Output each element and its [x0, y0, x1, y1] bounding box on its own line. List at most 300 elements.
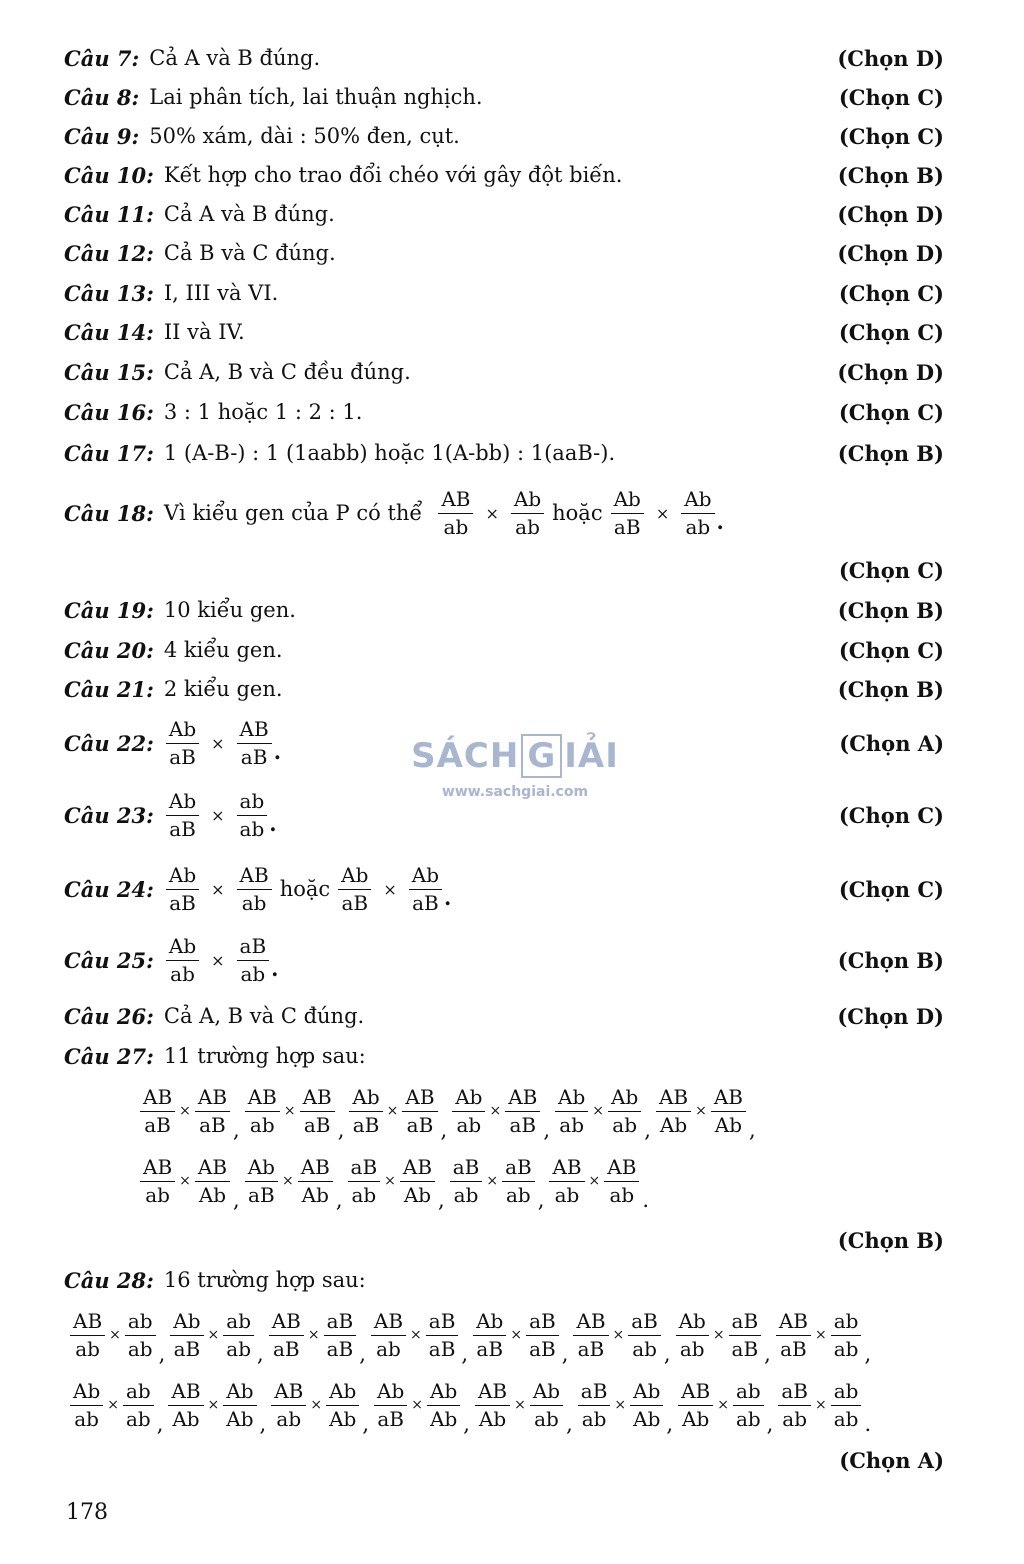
fraction-numerator: Ab: [70, 1380, 103, 1406]
fraction-denominator: ab: [453, 1182, 479, 1207]
answer-choice: (Chọn B): [837, 597, 944, 623]
fraction-numerator: AB: [505, 1086, 540, 1112]
fraction: [427, 1380, 460, 1431]
answer-choice: (Chọn B): [837, 947, 944, 973]
times-sign: ×: [485, 503, 499, 523]
answer-choice: (Chọn B): [837, 676, 944, 702]
fraction: [473, 1310, 506, 1361]
fraction-denominator: ab: [276, 1406, 302, 1431]
fraction-numerator: Ab: [555, 1086, 588, 1112]
fraction: [125, 1310, 156, 1361]
fraction-numerator: Ab: [166, 790, 199, 816]
answer-text: II và IV.: [163, 320, 245, 344]
answer-choice: (Chọn B): [837, 162, 944, 188]
fraction: [245, 1086, 280, 1137]
fraction-numerator: AB: [438, 488, 473, 514]
times-sign: ×: [281, 1173, 294, 1189]
answer-row: [64, 1260, 944, 1300]
fraction-numerator: AB: [549, 1156, 584, 1182]
times-sign: ×: [207, 1327, 220, 1343]
fraction-denominator: aB: [169, 816, 196, 841]
fraction: [70, 1380, 103, 1431]
fraction-numerator: Ab: [473, 1310, 506, 1336]
fraction-numerator: Ab: [223, 1380, 256, 1406]
fraction: [831, 1310, 862, 1361]
period: .: [864, 1412, 872, 1436]
answer-text: 10 kiểu gen.: [163, 598, 296, 622]
comma: ,: [158, 1342, 166, 1366]
fraction-denominator: ab: [554, 1182, 580, 1207]
fraction: [400, 1156, 435, 1207]
fraction-numerator: Ab: [166, 935, 199, 961]
answer-choice: (Chọn C): [838, 637, 944, 663]
fraction: [511, 488, 544, 539]
times-sign: ×: [207, 1397, 220, 1413]
fraction: [166, 718, 199, 769]
fraction: [526, 1310, 559, 1361]
answer-row: [64, 194, 944, 234]
comma: ,: [537, 1188, 545, 1212]
answer-row: [64, 312, 944, 352]
fraction: [831, 1380, 862, 1431]
fraction-denominator: ab: [515, 514, 540, 539]
question-number: Câu 24:: [64, 876, 154, 902]
comma: ,: [438, 1188, 445, 1212]
question-number: Câu 11:: [64, 201, 154, 227]
genotype-cross-row: [68, 1370, 874, 1440]
times-sign: ×: [695, 1103, 707, 1119]
answer-choice-line: [64, 1220, 944, 1260]
fraction-denominator: aB: [780, 1336, 807, 1361]
fraction-numerator: Ab: [676, 1310, 709, 1336]
answer-choice: (Chọn D): [837, 1003, 944, 1029]
fraction: [338, 864, 371, 915]
fraction-numerator: ab: [831, 1380, 862, 1406]
fraction-numerator: Ab: [166, 718, 199, 744]
answer-text: Cả B và C đúng.: [163, 241, 336, 265]
times-sign: ×: [107, 1397, 119, 1413]
fraction-denominator: Ab: [478, 1406, 507, 1431]
fraction-numerator: AB: [776, 1310, 811, 1336]
times-sign: ×: [384, 1173, 396, 1189]
comma: ,: [561, 1342, 569, 1366]
times-sign: ×: [179, 1103, 191, 1119]
fraction-numerator: aB: [324, 1310, 357, 1336]
question-number: Câu 16:: [64, 399, 154, 425]
fraction-numerator: Ab: [326, 1380, 359, 1406]
fraction-denominator: ab: [679, 1336, 705, 1361]
times-sign: ×: [109, 1327, 121, 1343]
question-number: Câu 15:: [64, 359, 154, 385]
times-sign: ×: [211, 733, 225, 753]
answer-row: [64, 233, 944, 273]
answer-choice: (Chọn C): [838, 123, 944, 149]
fraction-numerator: AB: [371, 1310, 406, 1336]
fraction: [733, 1380, 764, 1431]
times-sign: ×: [588, 1173, 601, 1189]
period: .: [269, 811, 277, 836]
fraction: [168, 1380, 203, 1431]
answer-row: [64, 38, 944, 78]
fraction-numerator: aB: [578, 1380, 611, 1406]
fraction: [678, 1380, 713, 1431]
answer-choice: (Chọn B): [837, 1227, 944, 1253]
fraction-numerator: Ab: [681, 488, 714, 514]
fraction: [573, 1310, 608, 1361]
fraction-numerator: Ab: [530, 1380, 563, 1406]
answer-text: Vì kiểu gen của P có thể: [163, 501, 423, 525]
fraction: [611, 488, 644, 539]
fraction: [223, 1310, 254, 1361]
comma: ,: [864, 1342, 872, 1366]
fraction-denominator: ab: [735, 1406, 761, 1431]
fraction-denominator: aB: [303, 1112, 331, 1137]
fraction: [676, 1310, 709, 1361]
answer-text: Cả A và B đúng.: [163, 202, 335, 226]
answer-text: 11 trường hợp sau:: [163, 1044, 366, 1068]
fraction: [371, 1310, 406, 1361]
answer-text: 2 kiểu gen.: [163, 677, 283, 701]
fraction: [426, 1310, 459, 1361]
or-word: hoặc: [552, 501, 603, 525]
fraction: [711, 1086, 746, 1137]
answer-choice: (Chọn C): [838, 84, 944, 110]
question-number: Câu 21:: [64, 676, 154, 702]
fraction-numerator: AB: [70, 1310, 105, 1336]
fraction: [245, 1156, 278, 1207]
fraction-numerator: AB: [245, 1086, 280, 1112]
question-number: Câu 7:: [64, 45, 140, 71]
question-number: Câu 13:: [64, 280, 154, 306]
answer-choice: (Chọn B): [837, 440, 944, 466]
times-sign: ×: [510, 1327, 523, 1343]
times-sign: ×: [386, 1103, 399, 1119]
answer-row: [64, 392, 944, 432]
fraction-denominator: Ab: [430, 1406, 458, 1431]
answer-choice: (Chọn D): [837, 201, 944, 227]
fraction-denominator: aB: [406, 1112, 434, 1137]
fraction-denominator: ab: [609, 1182, 635, 1207]
fraction-denominator: aB: [377, 1406, 404, 1431]
period: .: [273, 739, 281, 764]
fraction-numerator: Ab: [170, 1310, 203, 1336]
fraction-denominator: Ab: [633, 1406, 661, 1431]
fraction-numerator: Ab: [166, 864, 199, 890]
answer-row: [64, 669, 944, 709]
fraction: [140, 1156, 175, 1207]
comma: ,: [566, 1412, 573, 1436]
watermark-logo: SÁCH G IẢI: [411, 736, 619, 776]
fraction-numerator: ab: [125, 1310, 156, 1336]
fraction-denominator: aB: [272, 1336, 300, 1361]
fraction-numerator: AB: [271, 1380, 306, 1406]
fraction-denominator: ab: [443, 514, 469, 539]
answer-choice: (Chọn C): [838, 399, 944, 425]
fraction: [166, 790, 199, 841]
fraction-denominator: aB: [529, 1336, 556, 1361]
fraction-denominator: ab: [833, 1336, 859, 1361]
fraction: [326, 1380, 359, 1431]
fraction-denominator: aB: [731, 1336, 759, 1361]
genotype-cross-row: [68, 1300, 874, 1370]
comma: ,: [362, 1412, 370, 1436]
fraction: [166, 864, 199, 915]
fraction-numerator: aB: [237, 935, 270, 961]
comma: ,: [666, 1412, 674, 1436]
fraction: [530, 1380, 563, 1431]
question-number: Câu 25:: [64, 947, 154, 973]
fraction: [630, 1380, 663, 1431]
answer-choice: (Chọn C): [838, 280, 944, 306]
fraction-numerator: Ab: [608, 1086, 641, 1112]
fraction-numerator: AB: [604, 1156, 639, 1182]
comma: ,: [663, 1342, 671, 1366]
times-sign: ×: [592, 1103, 605, 1119]
question-number: Câu 12:: [64, 240, 154, 266]
fraction: [604, 1156, 639, 1207]
fraction-numerator: aB: [502, 1156, 535, 1182]
period: .: [716, 509, 724, 534]
fraction-denominator: Ab: [329, 1406, 357, 1431]
answer-text: Lai phân tích, lai thuận nghịch.: [149, 85, 483, 109]
fraction-numerator: Ab: [349, 1086, 382, 1112]
answer-row: [64, 1036, 944, 1076]
fraction: [608, 1086, 641, 1137]
fraction: [452, 1086, 485, 1137]
comma: ,: [337, 1118, 345, 1142]
fraction-denominator: aB: [173, 1336, 201, 1361]
comma: ,: [156, 1412, 164, 1436]
fraction-denominator: aB: [412, 890, 439, 915]
fraction-denominator: aB: [248, 1182, 275, 1207]
fraction-denominator: aB: [144, 1112, 171, 1137]
fraction-denominator: aB: [326, 1336, 354, 1361]
times-sign: ×: [814, 1397, 827, 1413]
fraction-denominator: Ab: [714, 1112, 743, 1137]
times-sign: ×: [307, 1327, 320, 1343]
fraction-denominator: ab: [782, 1406, 808, 1431]
answer-row: [64, 273, 944, 313]
comma: ,: [461, 1342, 469, 1366]
comma: ,: [748, 1118, 756, 1142]
fraction: [170, 1310, 203, 1361]
question-number: Câu 28:: [64, 1267, 154, 1293]
fraction-numerator: AB: [298, 1156, 333, 1182]
fraction-numerator: Ab: [611, 488, 644, 514]
fraction-numerator: aB: [526, 1310, 559, 1336]
answer-text: Cả A, B và C đúng.: [163, 1004, 365, 1028]
fraction-numerator: Ab: [511, 488, 544, 514]
answer-row: [64, 864, 944, 914]
fraction: [195, 1086, 230, 1137]
comma: ,: [257, 1342, 264, 1366]
fraction: [628, 1310, 661, 1361]
answer-row: [64, 77, 944, 117]
or-word: hoặc: [279, 877, 331, 901]
comma: ,: [335, 1188, 343, 1212]
question-number: Câu 18:: [64, 500, 154, 526]
times-sign: ×: [486, 1173, 499, 1189]
comma: ,: [764, 1342, 771, 1366]
answer-text: Kết hợp cho trao đổi chéo với gây đột biến.: [163, 163, 623, 187]
fraction-numerator: AB: [711, 1086, 746, 1112]
fraction-numerator: aB: [778, 1380, 811, 1406]
fraction: [681, 488, 714, 539]
answer-text: 3 : 1 hoặc 1 : 2 : 1.: [163, 400, 363, 424]
fraction: [349, 1086, 382, 1137]
times-sign: ×: [179, 1173, 191, 1189]
answer-text: Cả A và B đúng.: [149, 46, 321, 70]
fraction: [237, 718, 272, 769]
fraction: [475, 1380, 510, 1431]
times-sign: ×: [211, 879, 225, 899]
question-number: Câu 14:: [64, 319, 154, 345]
fraction-denominator: Ab: [659, 1112, 688, 1137]
fraction-denominator: aB: [476, 1336, 504, 1361]
fraction: [237, 790, 268, 841]
times-sign: ×: [211, 950, 225, 970]
fraction: [123, 1380, 154, 1431]
fraction: [324, 1310, 357, 1361]
fraction-numerator: ab: [123, 1380, 154, 1406]
answer-choice: (Chọn C): [838, 319, 944, 345]
answer-row: [64, 488, 944, 538]
fraction-denominator: ab: [612, 1112, 637, 1137]
comma: ,: [543, 1118, 551, 1142]
fraction: [438, 488, 473, 539]
fraction-denominator: ab: [240, 961, 266, 986]
fraction-numerator: aB: [348, 1156, 381, 1182]
fraction-numerator: AB: [140, 1086, 175, 1112]
fraction: [223, 1380, 256, 1431]
fraction-numerator: AB: [168, 1380, 203, 1406]
fraction-numerator: Ab: [409, 864, 442, 890]
fraction: [166, 935, 199, 986]
fraction-numerator: ab: [733, 1380, 764, 1406]
fraction: [505, 1086, 540, 1137]
fraction-numerator: AB: [678, 1380, 713, 1406]
answer-choice: (Chọn C): [838, 802, 944, 828]
fraction-denominator: aB: [428, 1336, 456, 1361]
fraction-numerator: aB: [450, 1156, 483, 1182]
fraction-numerator: Ab: [245, 1156, 278, 1182]
fraction: [549, 1156, 584, 1207]
fraction-denominator: aB: [509, 1112, 537, 1137]
times-sign: ×: [514, 1397, 526, 1413]
period: .: [271, 956, 279, 981]
answer-choice: (Chọn D): [837, 240, 944, 266]
watermark: [410, 736, 620, 800]
fraction: [729, 1310, 762, 1361]
fraction-denominator: Ab: [198, 1182, 227, 1207]
fraction-denominator: aB: [169, 744, 196, 769]
fraction-denominator: aB: [341, 890, 369, 915]
fraction-denominator: aB: [169, 890, 196, 915]
fraction-numerator: Ab: [374, 1380, 407, 1406]
fraction-numerator: ab: [223, 1310, 254, 1336]
answer-row: [64, 630, 944, 670]
fraction-numerator: AB: [400, 1156, 435, 1182]
fraction-numerator: aB: [628, 1310, 661, 1336]
fraction-numerator: AB: [475, 1380, 510, 1406]
fraction-denominator: aB: [199, 1112, 226, 1137]
fraction-denominator: ab: [581, 1406, 607, 1431]
comma: ,: [766, 1412, 774, 1436]
fraction-numerator: Ab: [427, 1380, 460, 1406]
fraction-numerator: AB: [195, 1156, 230, 1182]
fraction-numerator: Ab: [338, 864, 371, 890]
fraction: [237, 935, 270, 986]
answer-choice: (Chọn A): [839, 730, 944, 756]
answer-row: [64, 590, 944, 630]
answer-choice: (Chọn D): [837, 45, 944, 71]
times-sign: ×: [310, 1397, 323, 1413]
fraction: [374, 1380, 407, 1431]
answer-text: 16 trường hợp sau:: [163, 1268, 366, 1292]
answer-row: [64, 996, 944, 1036]
times-sign: ×: [211, 805, 225, 825]
fraction-numerator: AB: [195, 1086, 230, 1112]
answer-choice-line: [64, 1440, 944, 1480]
fraction-denominator: ab: [170, 961, 195, 986]
times-sign: ×: [614, 1397, 627, 1413]
question-number: Câu 8:: [64, 84, 140, 110]
fraction-denominator: ab: [534, 1406, 559, 1431]
answer-text: Cả A, B và C đều đúng.: [163, 360, 411, 384]
fraction: [656, 1086, 691, 1137]
fraction-denominator: aB: [240, 744, 268, 769]
fraction-numerator: AB: [269, 1310, 304, 1336]
fraction: [348, 1156, 381, 1207]
genotype-cross-row: [138, 1146, 652, 1216]
genotype-cross-row: [138, 1076, 759, 1146]
answer-choice: (Chọn C): [838, 876, 944, 902]
fraction-denominator: ab: [685, 514, 711, 539]
times-sign: ×: [655, 503, 670, 523]
fraction: [300, 1086, 335, 1137]
answer-row: [64, 433, 944, 473]
comma: ,: [233, 1118, 240, 1142]
fraction-numerator: AB: [573, 1310, 608, 1336]
question-number: Câu 9:: [64, 123, 140, 149]
fraction-denominator: Ab: [682, 1406, 710, 1431]
times-sign: ×: [489, 1103, 502, 1119]
period: .: [642, 1188, 650, 1212]
fraction-denominator: Ab: [301, 1182, 329, 1207]
fraction-denominator: ab: [241, 890, 267, 915]
answer-choice: (Chọn C): [838, 557, 944, 583]
fraction-denominator: Ab: [226, 1406, 254, 1431]
fraction: [402, 1086, 437, 1137]
fraction-denominator: ab: [226, 1336, 252, 1361]
fraction: [502, 1156, 535, 1207]
fraction-denominator: ab: [376, 1336, 401, 1361]
fraction-numerator: AB: [237, 864, 272, 890]
fraction-denominator: ab: [559, 1112, 585, 1137]
period: .: [444, 885, 452, 910]
fraction-denominator: ab: [74, 1406, 99, 1431]
fraction-denominator: aB: [577, 1336, 605, 1361]
fraction-denominator: ab: [127, 1336, 153, 1361]
times-sign: ×: [717, 1397, 729, 1413]
question-number: Câu 27:: [64, 1043, 154, 1069]
fraction: [778, 1380, 811, 1431]
question-number: Câu 26:: [64, 1003, 154, 1029]
fraction: [271, 1380, 306, 1431]
answer-choice: (Chọn D): [837, 359, 944, 385]
fraction: [140, 1086, 175, 1137]
fraction-denominator: ab: [249, 1112, 275, 1137]
